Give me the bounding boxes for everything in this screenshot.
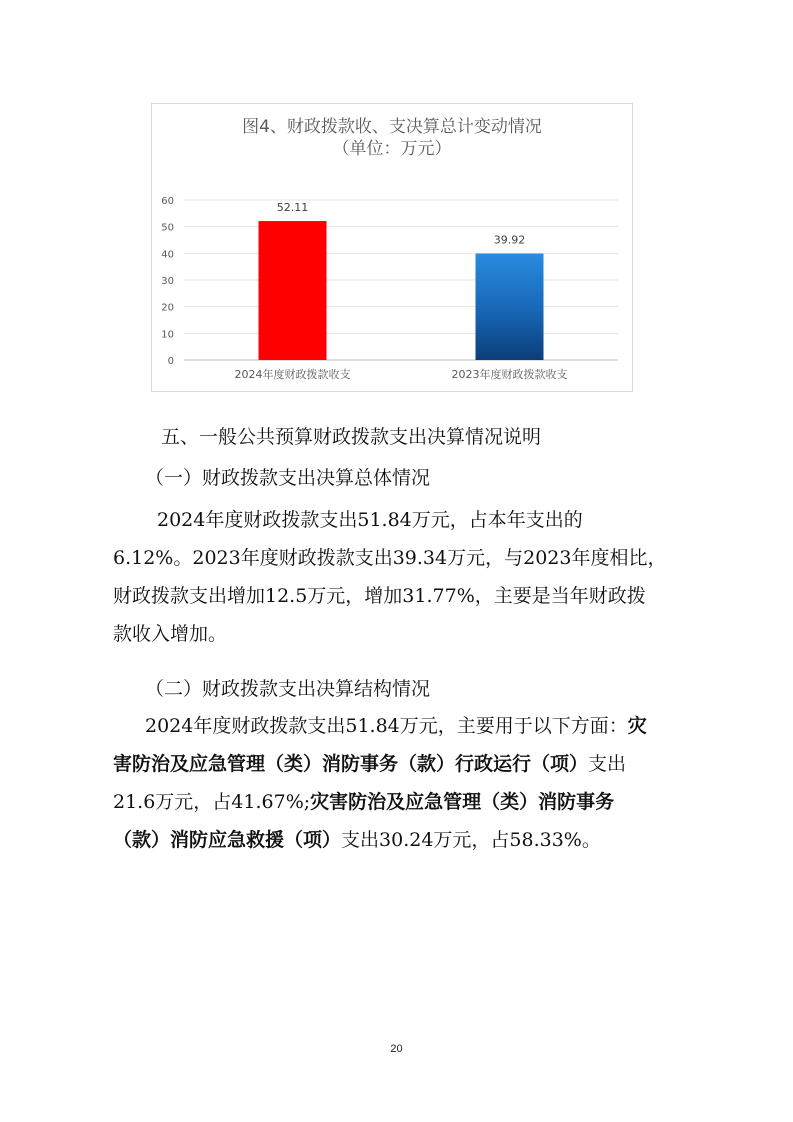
- text-bold: 灾害防治及应急管理（类）消防事务: [310, 791, 615, 813]
- y-tick-label: 40: [161, 249, 174, 261]
- bar-2: [476, 254, 544, 360]
- paragraph-1-line-4: 款收入增加。: [113, 623, 228, 645]
- x-axis-labels: [235, 367, 568, 381]
- paragraph-1-line-3: 财政拨款支出增加12.5万元，增加31.77%，主要是当年财政拨: [113, 585, 646, 607]
- y-tick-label: 0: [167, 356, 174, 367]
- text-bold: 灾: [627, 715, 647, 737]
- text-plain: 支出: [588, 753, 627, 775]
- text-plain: 2024年度财政拨款支出51.84万元，主要用于以下方面：: [145, 715, 628, 737]
- paragraph-1-line-1: 2024年度财政拨款支出51.84万元，占本年支出的: [157, 509, 583, 531]
- text-plain: 21.6万元，占41.67%;: [113, 791, 311, 813]
- paragraph-2-line-3: [0, 789, 793, 815]
- bar-1: [259, 221, 327, 360]
- x-tick-label-1: 2024年度财政拨款收支: [234, 368, 351, 381]
- y-tick-label: 20: [161, 302, 174, 314]
- subsection-heading-1: （一）财政拨款支出决算总体情况: [145, 467, 431, 489]
- y-tick-label: 30: [161, 276, 174, 287]
- data-label-2: 39.92: [493, 233, 526, 247]
- section-heading: 五、一般公共预算财政拨款支出决算情况说明: [161, 426, 542, 448]
- text-plain: 支出30.24万元，占58.33%。: [341, 829, 601, 851]
- text-bold: 害防治及应急管理（类）消防事务（款）行政运行（项）: [113, 753, 589, 775]
- text-bold: （款）消防应急救援（项）: [113, 829, 342, 851]
- y-tick-label: 60: [161, 196, 174, 207]
- y-tick-label: 50: [161, 222, 174, 234]
- paragraph-2-line-2: [0, 751, 793, 777]
- paragraph-2-line-1: [0, 713, 793, 739]
- paragraph-1-line-2: 6.12%。2023年度财政拨款支出39.34万元，与2023年度相比，: [113, 547, 667, 569]
- chart-subtitle: （单位：万元）: [332, 139, 452, 159]
- y-tick-label: 10: [161, 329, 174, 341]
- subsection-heading-2: （二）财政拨款支出决算结构情况: [145, 678, 431, 700]
- page-number: 20: [390, 1043, 403, 1055]
- y-axis-labels: [161, 196, 174, 367]
- chart-title: 图4、财政拨款收、支决算总计变动情况: [242, 117, 542, 137]
- bar-chart: [152, 104, 632, 391]
- x-tick-label-2: 2023年度财政拨款收支: [451, 368, 568, 381]
- chart-figure-4: [151, 103, 633, 392]
- paragraph-2-line-4: [0, 827, 793, 853]
- chart-gridlines: [184, 200, 618, 360]
- data-label-1: 52.11: [276, 201, 309, 215]
